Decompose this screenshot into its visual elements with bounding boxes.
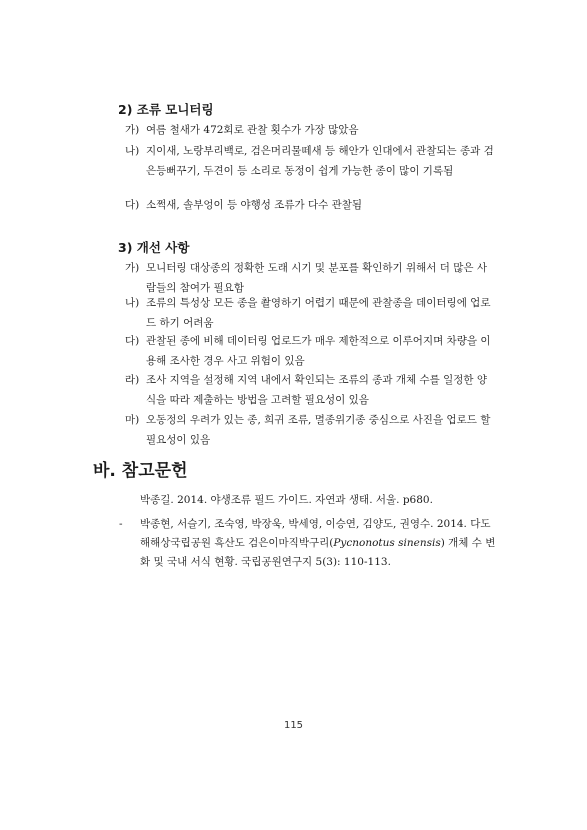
item-marker: 나) [125, 145, 140, 157]
item-text: 관찰된 종에 비해 데이터링 업로드가 매우 제한적으로 이루어지며 차량을 이용해 조사한 경우 사고 위험이 있음 [146, 335, 491, 367]
item-text: 오동정의 우려가 있는 종, 희귀 조류, 멸종위기종 중심으로 사진을 업로드 할 필요성이 있음 [146, 414, 491, 446]
page-number: 115 [283, 720, 304, 731]
list-item [125, 120, 495, 140]
reference-text: 박종길. 2014. 야생조류 필드 가이드. 자연과 생태. 서울. p680. [140, 494, 433, 506]
references-heading: 바. 참고문헌 [93, 461, 188, 481]
item-marker: 다) [125, 199, 140, 211]
item-marker: 라) [125, 374, 140, 386]
item-marker: 가) [125, 262, 140, 274]
reference-text [140, 515, 499, 572]
species-name-italic: Pycnonotus sinensis [333, 537, 441, 549]
item-marker: 나) [125, 297, 140, 309]
list-item [125, 331, 495, 371]
reference-entry [119, 515, 499, 572]
reference-dash: - [119, 518, 123, 530]
item-marker: 다) [125, 335, 140, 347]
item-text: 조사 지역을 설정해 지역 내에서 확인되는 조류의 종과 개체 수를 일정한 양식을 따라 제출하는 방법을 고려할 필요성이 있음 [146, 374, 488, 406]
list-item [125, 410, 495, 450]
reference-entry [119, 491, 499, 510]
reference-text-part: ) 개체 수 변화 및 국내 서식 현황. 국립공원연구지 5(3): 110-113. [140, 537, 496, 568]
item-text: 지이새, 노랑부리백로, 검은머리물떼새 등 해안가 인대에서 관찰되는 종과 검은등뻐꾸기, 두견이 등 소리로 동정이 쉽게 가능한 종이 많이 기록됨 [146, 145, 494, 177]
item-text: 소쩍새, 솔부엉이 등 야행성 조류가 다수 관찰됨 [146, 199, 363, 211]
reference-text-part: 박종현, 서슬기, 조숙영, 박장욱, 박세영, 이승연, 김양도, 권영수. 2014. 다도해해상국립공원 흑산도 검은이마직박구리( [140, 518, 491, 549]
item-text: 모니터링 대상종의 정확한 도래 시기 및 분포를 확인하기 위해서 더 많은 사람들의 참여가 필요함 [146, 262, 488, 294]
list-item [125, 293, 495, 333]
section-heading-monitoring: 2) 조류 모니터링 [118, 102, 214, 117]
item-text: 조류의 특성상 모든 종을 촬영하기 어렵기 때문에 관찰종을 데이터링에 업로드 하기 어려움 [146, 297, 491, 329]
item-marker: 가) [125, 124, 140, 136]
section-heading-improvements: 3) 개선 사항 [118, 240, 190, 255]
item-marker: 마) [125, 414, 140, 426]
item-text: 여름 철새가 472회로 관찰 횟수가 가장 많았음 [146, 124, 359, 136]
list-item [125, 141, 495, 181]
list-item [125, 370, 495, 410]
list-item [125, 258, 495, 298]
list-item [125, 195, 495, 215]
